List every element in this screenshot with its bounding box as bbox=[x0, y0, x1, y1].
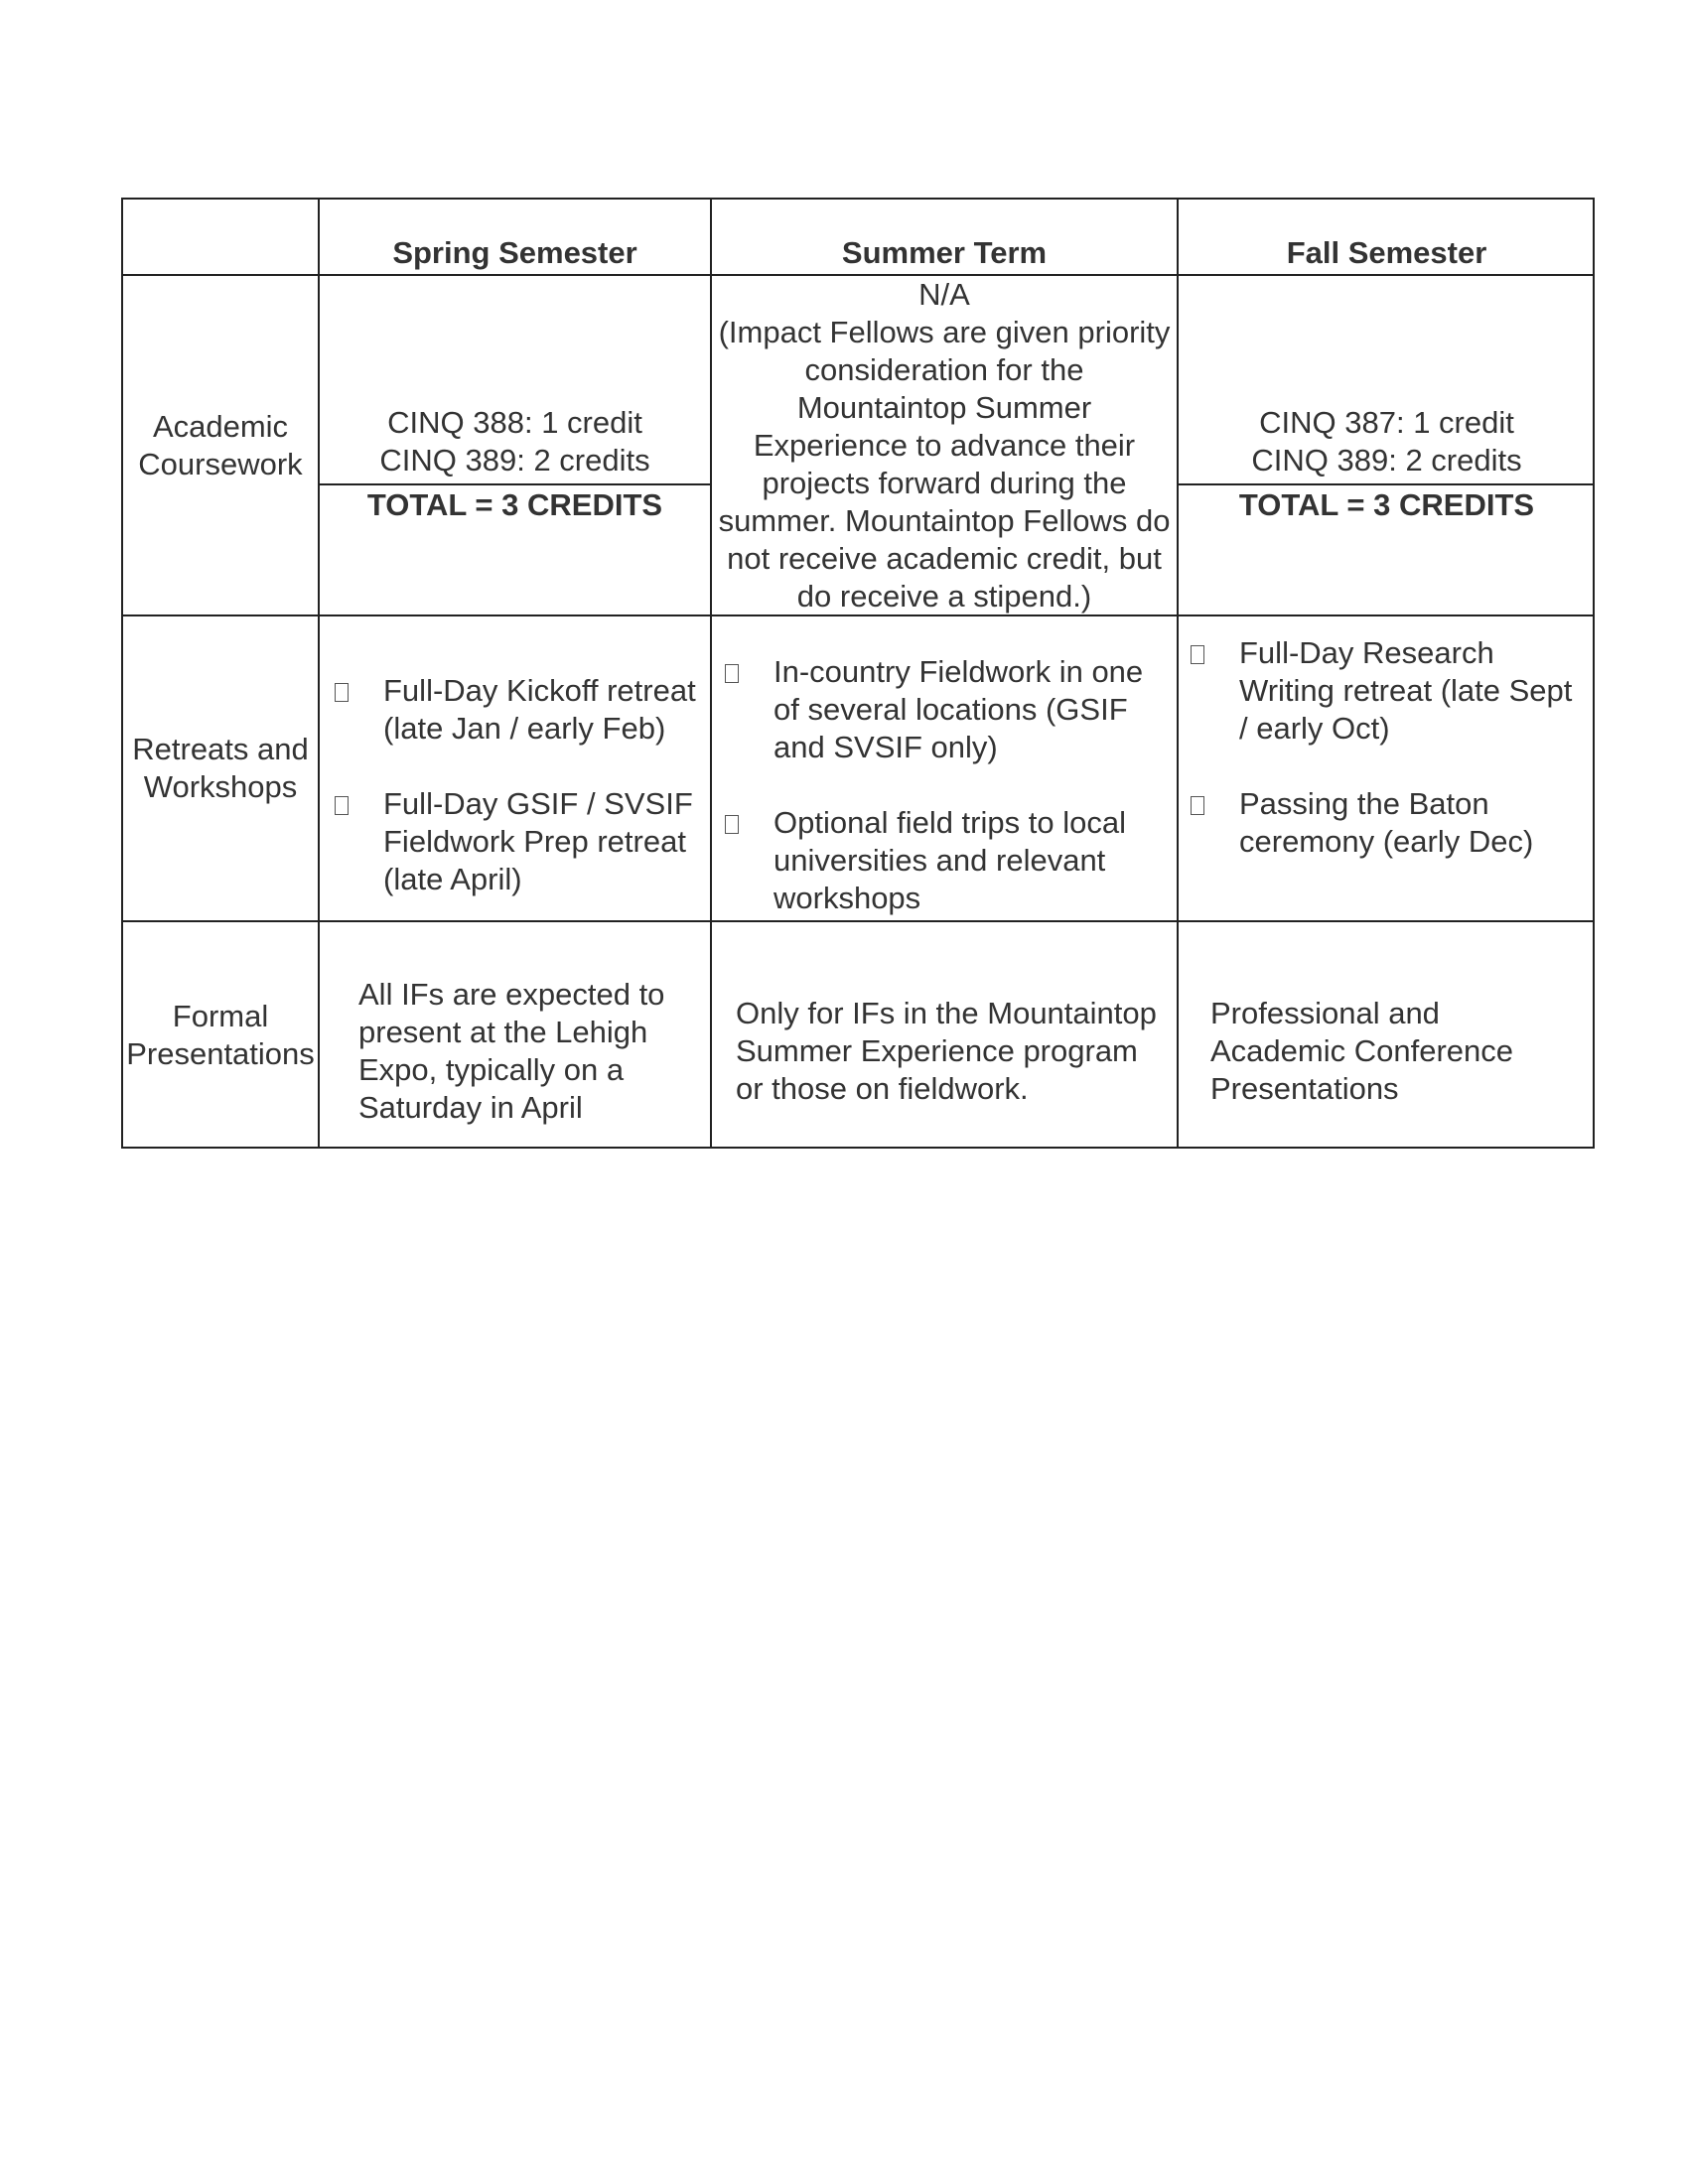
row-divider bbox=[123, 920, 1593, 922]
schedule-table bbox=[121, 198, 1595, 1149]
summer-note-line: projects forward during the bbox=[762, 466, 1127, 500]
presentation-line: Academic Conference bbox=[1210, 1033, 1513, 1068]
header-corner bbox=[123, 200, 318, 274]
bullet-box-icon bbox=[1191, 645, 1204, 664]
row-label-line: Workshops bbox=[143, 769, 298, 804]
fall-coursework bbox=[1179, 404, 1595, 479]
column-divider bbox=[318, 200, 320, 1147]
total-divider-spring bbox=[320, 483, 710, 485]
presentation-line: Presentations bbox=[1210, 1071, 1399, 1106]
bullet-box-icon bbox=[335, 683, 349, 702]
bullet-box-icon bbox=[725, 815, 739, 834]
bullet-line: (late April) bbox=[383, 862, 522, 896]
fall-retreat-item bbox=[1191, 634, 1572, 748]
row-label-retreats-workshops bbox=[123, 616, 318, 920]
presentation-line: Saturday in April bbox=[358, 1090, 583, 1125]
bullet-line: / early Oct) bbox=[1239, 711, 1390, 746]
summer-note-line: consideration for the bbox=[804, 352, 1084, 387]
summer-retreat-item bbox=[725, 653, 1143, 766]
bullet-line: workshops bbox=[774, 881, 921, 915]
fall-presentations bbox=[1210, 995, 1513, 1108]
bullet-line: ceremony (early Dec) bbox=[1239, 824, 1534, 859]
bullet-line: Full-Day Kickoff retreat bbox=[383, 673, 696, 708]
spring-coursework bbox=[320, 404, 710, 479]
spring-retreat-item bbox=[335, 785, 693, 898]
header-fall-semester: Fall Semester bbox=[1286, 235, 1487, 270]
summer-note-line: Mountaintop Summer bbox=[796, 390, 1092, 425]
row-label-academic-coursework bbox=[123, 276, 318, 614]
bullet-line: Full-Day GSIF / SVSIF bbox=[383, 786, 693, 821]
header-summer-term: Summer Term bbox=[841, 235, 1048, 270]
row-label-line: Academic bbox=[152, 408, 289, 444]
spring-total-credits: TOTAL = 3 CREDITS bbox=[366, 487, 663, 522]
summer-note-line: not receive academic credit, but bbox=[727, 541, 1162, 576]
column-divider bbox=[1177, 200, 1179, 1147]
summer-note-line: N/A bbox=[918, 277, 970, 312]
bullet-box-icon bbox=[335, 796, 349, 815]
row-label-formal-presentations bbox=[123, 922, 318, 1149]
presentation-line: Summer Experience program bbox=[736, 1033, 1138, 1068]
summer-presentations bbox=[736, 995, 1157, 1108]
presentation-line: Only for IFs in the Mountaintop bbox=[736, 996, 1157, 1030]
presentation-line: Professional and bbox=[1210, 996, 1440, 1030]
bullet-line: Writing retreat (late Sept bbox=[1239, 673, 1573, 708]
summer-note-line: do receive a stipend.) bbox=[796, 579, 1092, 614]
course-line: CINQ 389: 2 credits bbox=[1251, 443, 1522, 478]
bullet-line: and SVSIF only) bbox=[774, 730, 998, 764]
bullet-line: Passing the Baton bbox=[1239, 786, 1489, 821]
presentation-line: or those on fieldwork. bbox=[736, 1071, 1029, 1106]
spring-retreat-item bbox=[335, 672, 696, 748]
presentation-line: present at the Lehigh bbox=[358, 1015, 648, 1049]
spring-presentations bbox=[358, 976, 664, 1127]
fall-total-credits: TOTAL = 3 CREDITS bbox=[1238, 487, 1535, 522]
presentation-line: All IFs are expected to bbox=[358, 977, 665, 1012]
bullet-line: of several locations (GSIF bbox=[774, 692, 1128, 727]
bullet-line: (late Jan / early Feb) bbox=[383, 711, 666, 746]
bullet-box-icon bbox=[725, 664, 739, 683]
bullet-line: Full-Day Research bbox=[1239, 635, 1494, 670]
fall-retreat-item bbox=[1191, 785, 1533, 861]
presentation-line: Expo, typically on a bbox=[358, 1052, 625, 1087]
header-spring-semester: Spring Semester bbox=[392, 235, 637, 270]
summer-note-line: summer. Mountaintop Fellows do bbox=[718, 503, 1171, 538]
summer-retreat-item bbox=[725, 804, 1126, 917]
row-label-line: Presentations bbox=[126, 1036, 315, 1071]
bullet-line: Fieldwork Prep retreat bbox=[383, 824, 686, 859]
course-line: CINQ 388: 1 credit bbox=[387, 405, 642, 440]
summer-note-line: (Impact Fellows are given priority bbox=[718, 315, 1171, 349]
summer-coursework bbox=[712, 276, 1177, 615]
bullet-line: In-country Fieldwork in one bbox=[774, 654, 1144, 689]
bullet-line: universities and relevant bbox=[774, 843, 1106, 878]
row-label-line: Formal bbox=[172, 999, 269, 1033]
course-line: CINQ 389: 2 credits bbox=[379, 443, 650, 478]
total-divider-fall bbox=[1179, 483, 1595, 485]
summer-note-line: Experience to advance their bbox=[753, 428, 1136, 463]
row-label-line: Retreats and bbox=[132, 732, 309, 766]
course-line: CINQ 387: 1 credit bbox=[1259, 405, 1514, 440]
bullet-box-icon bbox=[1191, 796, 1204, 815]
bullet-line: Optional field trips to local bbox=[774, 805, 1126, 840]
row-label-line: Coursework bbox=[138, 446, 303, 481]
